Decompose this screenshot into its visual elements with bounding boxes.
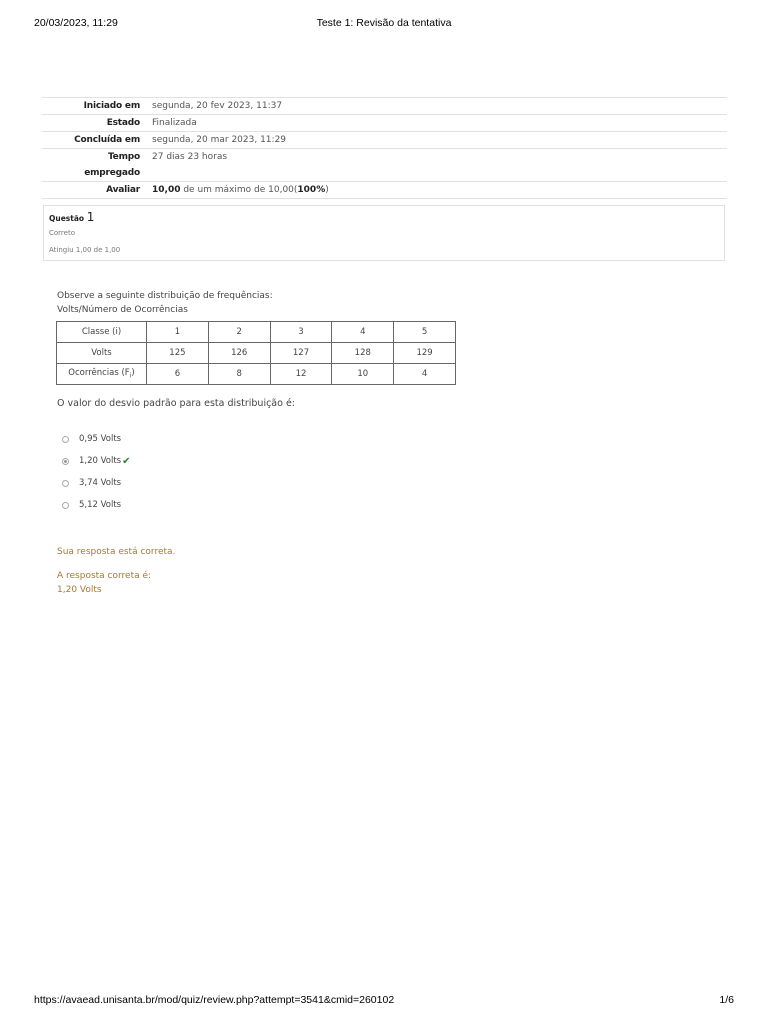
time-label-line1: Tempo [107, 152, 140, 162]
table-row [57, 364, 456, 385]
question-label: Questão [49, 214, 85, 223]
table-cell: 129 [394, 343, 456, 364]
answer-option-selected[interactable] [62, 450, 131, 472]
table-cell: 8 [208, 364, 270, 385]
print-page-number: 1/6 [719, 994, 734, 1006]
table-row [57, 343, 456, 364]
option-label: 1,20 Volts [79, 456, 122, 466]
grade-score: 10,00 [152, 185, 181, 195]
occ-label: Ocorrências (F [68, 368, 130, 379]
feedback-message: Sua resposta está correta. [57, 547, 176, 557]
option-label: 5,12 Volts [79, 500, 122, 510]
time-value: 27 dias 23 horas [146, 149, 727, 182]
answer-options [62, 428, 131, 516]
completed-value: segunda, 20 mar 2023, 11:29 [146, 132, 727, 149]
question-text [57, 289, 273, 317]
grade-end: ) [325, 185, 329, 195]
table-cell: 2 [208, 322, 270, 343]
checkmark-icon: ✔ [122, 455, 131, 467]
table-row [57, 322, 456, 343]
answer-option[interactable] [62, 428, 131, 450]
table-cell: 128 [332, 343, 394, 364]
table-cell: Volts [57, 343, 147, 364]
started-label: Iniciado em [42, 98, 146, 115]
table-cell: 125 [147, 343, 209, 364]
occ-close: ) [131, 368, 135, 379]
state-label: Estado [42, 115, 146, 132]
question-subtitle: Volts/Número de Ocorrências [57, 305, 188, 315]
started-value: segunda, 20 fev 2023, 11:37 [146, 98, 727, 115]
question-prompt: O valor do desvio padrão para esta distribuição é: [57, 398, 296, 409]
question-info-box [43, 205, 725, 261]
option-label: 0,95 Volts [79, 434, 122, 444]
right-answer-value: 1,20 Volts [57, 585, 102, 595]
time-label [42, 149, 146, 182]
grade-percent: 100% [297, 185, 326, 195]
table-cell: 6 [147, 364, 209, 385]
question-num: 1 [86, 210, 95, 224]
state-value: Finalizada [146, 115, 727, 132]
radio-button[interactable] [62, 480, 69, 487]
frequency-table [56, 321, 456, 385]
right-answer-label: A resposta correta é: [57, 571, 152, 581]
question-number [49, 210, 719, 226]
completed-label: Concluída em [42, 132, 146, 149]
option-label: 3,74 Volts [79, 478, 122, 488]
answer-option[interactable] [62, 494, 131, 516]
table-cell: 4 [394, 364, 456, 385]
table-cell: 10 [332, 364, 394, 385]
table-cell [57, 364, 147, 385]
table-cell: 126 [208, 343, 270, 364]
print-header [0, 17, 768, 31]
attempt-summary-table [42, 97, 727, 199]
radio-button-checked[interactable] [62, 458, 69, 465]
grade-label: Avaliar [42, 182, 146, 199]
question-state: Correto [49, 229, 75, 237]
print-footer [0, 994, 768, 1008]
right-answer [57, 569, 151, 597]
grade-value [146, 182, 727, 199]
print-datetime: 20/03/2023, 11:29 [34, 17, 118, 29]
radio-button[interactable] [62, 436, 69, 443]
print-url: https://avaead.unisanta.br/mod/quiz/review.php?attempt=3541&cmid=260102 [34, 994, 395, 1006]
radio-button[interactable] [62, 502, 69, 509]
table-cell: 5 [394, 322, 456, 343]
table-cell: 1 [147, 322, 209, 343]
question-grade: Atingiu 1,00 de 1,00 [49, 246, 121, 254]
table-cell: 127 [270, 343, 332, 364]
table-cell: 4 [332, 322, 394, 343]
grade-mid: de um máximo de 10,00( [180, 185, 298, 195]
table-cell: 3 [270, 322, 332, 343]
occ-sub: i [129, 372, 132, 380]
answer-option[interactable] [62, 472, 131, 494]
time-label-line2: empregado [84, 168, 140, 178]
print-title: Teste 1: Revisão da tentativa [316, 17, 452, 29]
table-cell: Classe (i) [57, 322, 147, 343]
question-intro: Observe a seguinte distribuição de frequências: [57, 291, 273, 301]
table-cell: 12 [270, 364, 332, 385]
